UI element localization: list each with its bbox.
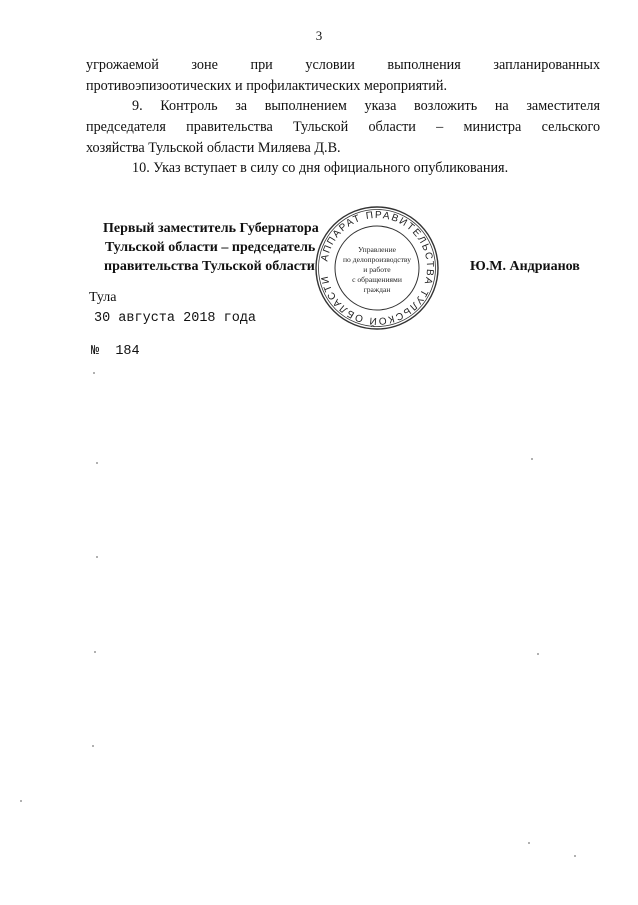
- signatory-title-line2: Тульской области – председатель: [105, 240, 316, 255]
- word: области: [368, 119, 416, 135]
- paragraph-9: [86, 96, 600, 159]
- word: условии: [305, 57, 355, 73]
- paragraph-9-line1: [86, 96, 600, 117]
- stamp-svg: [313, 204, 441, 332]
- signatory-title-line1: Первый заместитель Губернатора: [103, 221, 319, 236]
- scan-speck: [96, 556, 98, 558]
- scan-speck: [574, 855, 576, 857]
- paragraph-continuation-line2: противоэпизоотических и профилактических мероприятий.: [86, 78, 448, 94]
- scan-speck: [92, 745, 94, 747]
- stamp-center-line: и работе: [363, 265, 391, 274]
- place-of-signing: Тула: [89, 290, 117, 305]
- stamp-center-line: с обращениями: [352, 275, 402, 284]
- word: на: [494, 98, 509, 114]
- word: Тульской: [293, 119, 349, 135]
- word: при: [250, 57, 273, 73]
- scan-speck: [537, 653, 539, 655]
- word: запланированных: [493, 57, 601, 73]
- scan-speck: [93, 372, 95, 374]
- word: угрожаемой: [86, 57, 159, 73]
- word: за: [235, 98, 248, 114]
- paragraph-10: [86, 158, 600, 179]
- word: министра: [463, 119, 522, 135]
- word: 9.: [132, 98, 143, 114]
- word: председателя: [86, 119, 166, 135]
- number-sign: №: [91, 344, 100, 359]
- scan-speck: [20, 800, 22, 802]
- stamp-center-line: по делопроизводству: [342, 255, 412, 264]
- number-value: 184: [115, 344, 140, 359]
- word: зоне: [191, 57, 218, 73]
- page-number: 3: [315, 28, 323, 43]
- signatory-name: Ю.М. Андрианов: [470, 259, 580, 274]
- scan-speck: [528, 842, 530, 844]
- paragraph-9-line3: хозяйства Тульской области Миляева Д.В.: [86, 140, 341, 156]
- stamp-center-line: граждан: [363, 285, 391, 294]
- paragraph-continuation: [86, 55, 600, 97]
- signatory-title: [103, 219, 319, 276]
- stamp-ring-text: АППАРАТ ПРАВИТЕЛЬСТВА ТУЛЬСКОЙ ОБЛАСТИ: [319, 209, 436, 327]
- word: выполнением: [264, 98, 347, 114]
- scan-speck: [94, 651, 96, 653]
- word: выполнения: [387, 57, 461, 73]
- word: сельского: [541, 119, 601, 135]
- paragraph-10-line1: 10. Указ вступает в силу со дня официального опубликования.: [132, 160, 509, 176]
- word: правительства: [186, 119, 273, 135]
- signing-date: 30 августа 2018 года: [94, 311, 257, 326]
- scan-speck: [531, 458, 533, 460]
- document-number: [91, 344, 140, 359]
- signatory-title-line3: правительства Тульской области: [104, 259, 315, 274]
- stamp-center-line: Управление: [357, 245, 397, 254]
- paragraph-9-line2: [86, 117, 600, 138]
- word: возложить: [414, 98, 478, 114]
- paragraph-continuation-line1: [86, 55, 600, 76]
- word: заместителя: [526, 98, 601, 114]
- official-stamp: [313, 204, 441, 332]
- scan-speck: [96, 462, 98, 464]
- word: –: [436, 119, 444, 135]
- word: указа: [364, 98, 397, 114]
- word: Контроль: [160, 98, 218, 114]
